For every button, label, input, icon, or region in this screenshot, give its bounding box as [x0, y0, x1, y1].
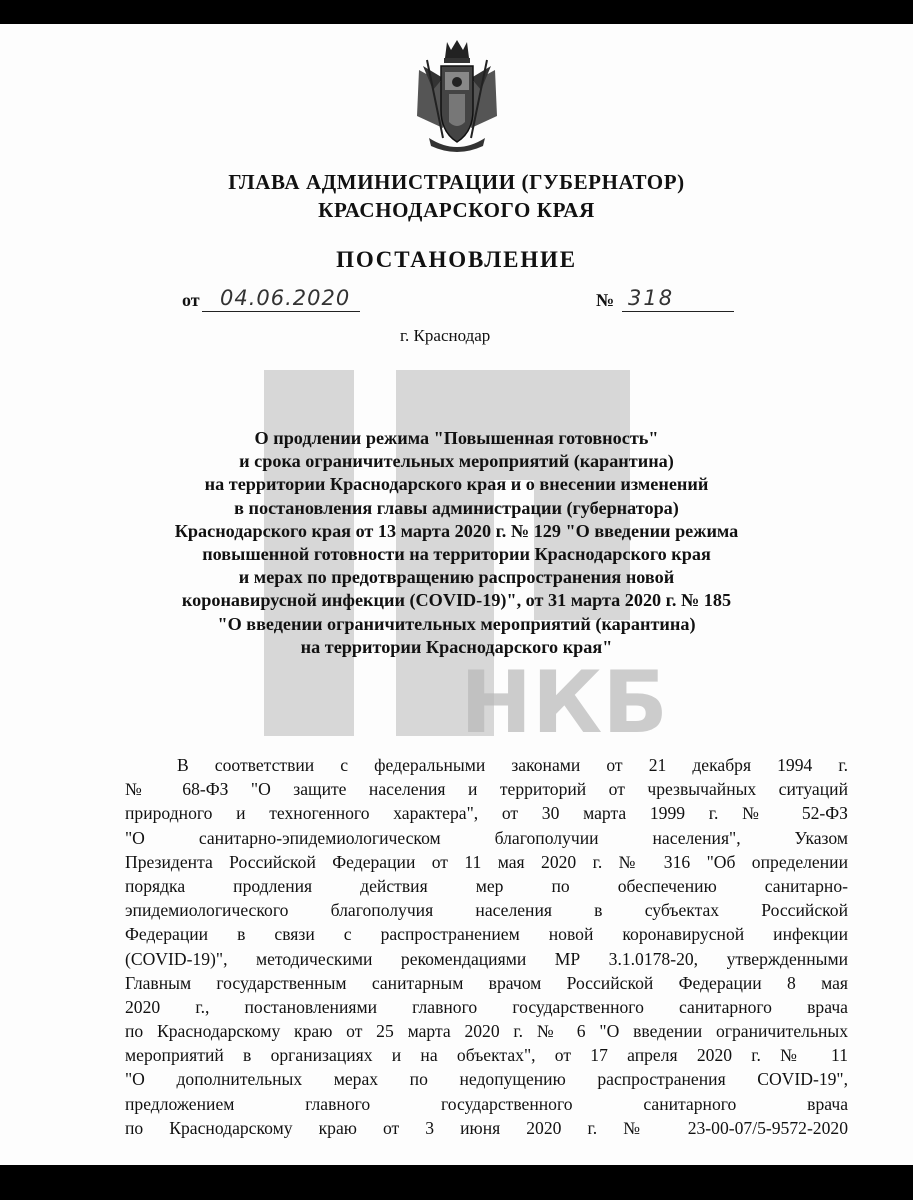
body-line: эпидемиологического благополучия населения в субъектах Российской	[125, 900, 848, 921]
watermark-text: НКБ	[460, 653, 668, 753]
number-label: №	[596, 290, 615, 310]
title-line: и срока ограничительных мероприятий (карантина)	[239, 451, 674, 472]
body-line: природного и техногенного характера", от 30 марта 1999 г. № 52-ФЗ	[125, 803, 848, 824]
coat-of-arms-emblem	[413, 38, 501, 156]
authority-title-line1: ГЛАВА АДМИНИСТРАЦИИ (ГУБЕРНАТОР)	[228, 170, 685, 194]
date-label: от	[182, 290, 200, 310]
title-line: "О введении ограничительных мероприятий (карантина)	[217, 613, 696, 634]
resolution-title	[120, 427, 793, 659]
body-line: В соответствии с федеральными законами от 21 декабря 1994 г.	[177, 755, 848, 775]
body-line: Федерации в связи с распространением новой коронавирусной инфекции	[125, 924, 848, 945]
title-line: О продлении режима "Повышенная готовность"	[254, 428, 659, 448]
title-line: на территории Краснодарского края"	[300, 636, 613, 657]
body-line: Президента Российской Федерации от 11 мая 2020 г. № 316 "Об определении	[125, 851, 848, 872]
body-line: по Краснодарскому краю от 3 июня 2020 г. № 23-00-07/5-9572-2020	[125, 1117, 848, 1138]
body-line: 2020 г., постановлениями главного государственного санитарного врача	[125, 996, 848, 1017]
handwritten-number: 318	[622, 286, 734, 312]
body-line: по Краснодарскому краю от 25 марта 2020 г. № 6 "О введении ограничительных	[125, 1021, 848, 1042]
city-name: г. Краснодар	[400, 326, 491, 345]
body-line: предложением главного государственного санитарного врача	[125, 1093, 848, 1114]
document-page	[0, 24, 913, 1165]
body-line: мероприятий в организациях и на объектах", от 17 апреля 2020 г. № 11	[125, 1045, 848, 1066]
body-line: (COVID-19)", методическими рекомендациями МР 3.1.0178-20, утвержденными	[125, 948, 848, 969]
body-line: "О дополнительных мерах по недопущению распространения COVID-19",	[125, 1069, 848, 1090]
body-line: "О санитарно-эпидемиологическом благополучии населения", Указом	[125, 827, 848, 848]
body-line: Главным государственным санитарным врачом Российской Федерации 8 мая	[125, 972, 848, 993]
handwritten-date: 04.06.2020	[202, 286, 360, 312]
title-line: в постановления главы администрации (губернатора)	[234, 497, 679, 518]
title-line: и мерах по предотвращению распространения новой	[238, 567, 675, 588]
title-line: на территории Краснодарского края и о внесении изменений	[204, 474, 709, 495]
title-line: коронавирусной инфекции (COVID-19)", от 31 марта 2020 г. № 185	[181, 590, 732, 611]
authority-title-line2: КРАСНОДАРСКОГО КРАЯ	[318, 198, 595, 222]
body-text	[125, 753, 848, 1140]
body-line: порядка продления действия мер по обеспечению санитарно-	[125, 875, 848, 896]
document-type-heading: ПОСТАНОВЛЕНИЕ	[336, 247, 577, 272]
body-line: № 68-ФЗ "О защите населения и территорий от чрезвычайных ситуаций	[125, 779, 848, 800]
title-line: Краснодарского края от 13 марта 2020 г. № 129 "О введении режима	[174, 520, 739, 541]
title-line: повышенной готовности на территории Краснодарского края	[202, 544, 711, 565]
